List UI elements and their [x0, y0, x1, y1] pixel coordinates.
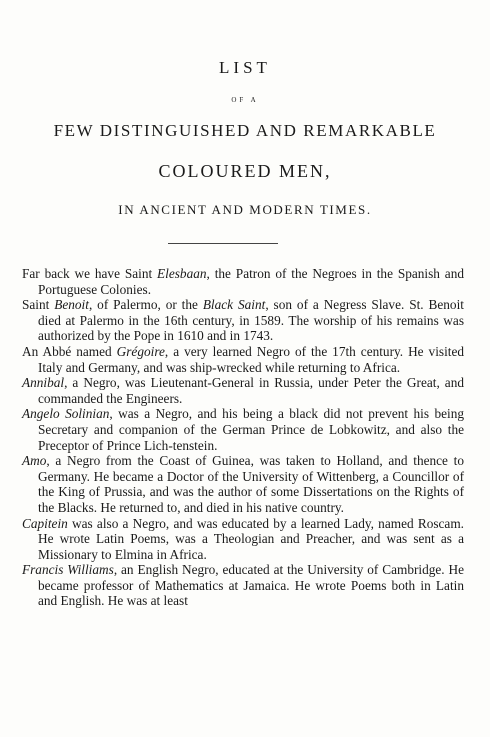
entry-name: Black Saint [202, 297, 266, 313]
entry-text: , was a Negro, and his being a black did not prevent his being Secretary and companion of the German Prince de Lobkowitz, and also the Preceptor of Prince Lich-tenstein. [38, 406, 464, 453]
divider-rule [168, 243, 278, 244]
entry-name: Benoit [54, 297, 89, 313]
entry-text: Far back we have Saint [22, 266, 158, 281]
entry-name: Grégoire [116, 343, 165, 359]
entry-text: , the Patron of the Negroes in the Spanish and Portuguese Colonies. [38, 266, 464, 297]
entry-name: Francis Williams [22, 562, 114, 578]
entry-text: , a very learned Negro of the 17th century. He visited Italy and Germany, and was ship-wrecked while returning to Africa. [38, 343, 465, 375]
entry-text: , a Negro from the Coast of Guinea, was taken to Holland, and thence to Germany. He became a Doctor of the University of Wittenberg, a Councillor of the King of Prussia, and was the author of some Dissertations on the Rights of the Blacks. He returned to, and died in his native country. [38, 453, 464, 515]
entry-name: Elesbaan [157, 266, 207, 281]
entry-annibal [22, 375, 464, 406]
entry-text: , an English Negro, educated at the University of Cambridge. He became professor of Mathematics at Jamaica. He wrote Poems both in Latin and English. He was at least [38, 562, 465, 609]
page-subtitle: OF A [231, 96, 259, 104]
entry-text: , a Negro, was Lieutenant-General in Russia, under Peter the Great, and commanded the Engineers. [38, 375, 464, 406]
heading-line-3: IN ANCIENT AND MODERN TIMES. [118, 202, 372, 217]
entry-text: , of Palermo, or the [88, 297, 203, 313]
entry-gregoire [22, 344, 464, 375]
entry-solinian [22, 406, 464, 453]
entry-text: Saint [22, 297, 55, 313]
entry-text: was also a Negro, and was educated by a learned Lady, named Roscam. He wrote Latin Poems, was a Theologian and Preacher, and was sent as a Missionary to Elmina in Africa. [38, 515, 464, 562]
heading-line-2: COLOURED MEN, [158, 161, 332, 181]
entry-text: , son of a Negress Slave. St. Benoit died at Palermo in the 16th century, in 1589. The worship of his remains was authorized by the Pope in 1610 and in 1743. [38, 297, 464, 344]
entry-elesbaan [22, 266, 464, 297]
entry-text: An Abbé named [22, 343, 117, 359]
entry-name: Capitein [22, 515, 68, 531]
entry-amo [22, 453, 464, 515]
entry-list [22, 266, 464, 609]
entry-name: Annibal [22, 375, 65, 391]
entry-benoit [22, 297, 464, 344]
entry-capitein [22, 516, 464, 563]
entry-williams [22, 562, 464, 609]
entry-name: Amo [22, 453, 47, 469]
entry-name: Angelo Solinian [22, 406, 110, 422]
heading-line-1: FEW DISTINGUISHED AND REMARKABLE [53, 121, 437, 140]
page-title: LIST [219, 58, 271, 77]
